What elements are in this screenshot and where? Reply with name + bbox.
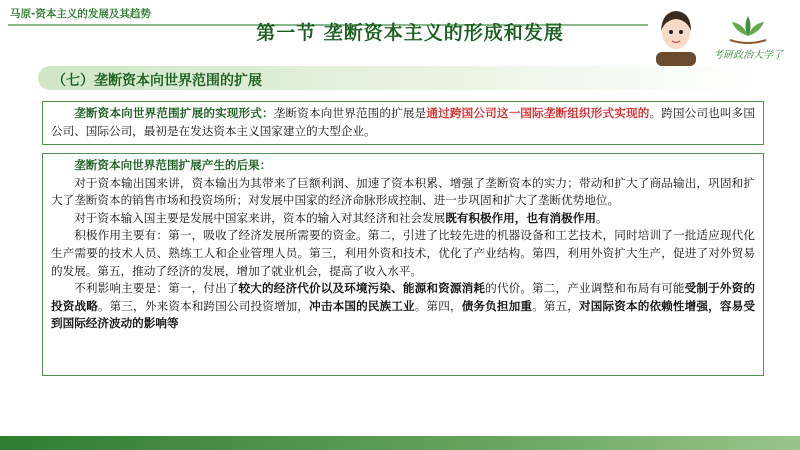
bold-text: 既有积极作用，也有消极作用 — [445, 210, 596, 225]
text-run: 。第四， — [414, 298, 462, 313]
brand-text: 考研政治大学了 — [713, 50, 783, 61]
text-run: 。第三，外来资本和跨国公司投资增加， — [97, 298, 310, 313]
lotus-icon — [700, 12, 796, 46]
paragraph-exporting-country: 对于资本输出国来讲，资本输出为其带来了巨额利润、加速了资本积累、增强了垄断资本的实力；带动和扩大了商品输出，巩固和扩大了垄断资本的销售市场和投资场所；对发展中国家的经济命脉形成控制、进一步巩固和扩大了垄断优势地位。 — [51, 175, 755, 208]
bold-text: 冲击本国的民族工业 — [309, 298, 415, 313]
bold-text: 较大的经济代价以及环境污染、能源和资源消耗 — [238, 281, 486, 296]
page-title: 第一节 垄断资本主义的形成和发展 — [256, 22, 564, 44]
consequences-lead-line — [51, 157, 755, 175]
footer-bar — [0, 436, 800, 450]
text-run: 垄断资本向世界范围的扩展是 — [273, 106, 427, 120]
section-title: （七）垄断资本向世界范围的扩展 — [52, 73, 262, 89]
text-run: 对于资本输入国主要是发展中国家来讲，资本的输入对其经济和社会发展 — [74, 210, 446, 225]
course-label: 马原-资本主义的发展及其趋势 — [10, 8, 151, 20]
realization-paragraph — [51, 105, 755, 140]
text-run: 不利影响主要是：第一，付出了 — [74, 281, 239, 296]
paragraph-importing-country — [51, 210, 755, 228]
realization-form-box — [42, 101, 764, 145]
text-run: 。 — [595, 210, 608, 225]
paragraph-negative-effects — [51, 280, 755, 333]
avatar-icon — [652, 4, 700, 66]
paragraph-positive-effects: 积极作用主要有：第一，吸收了经济发展所需要的资金。第二，引进了比较先进的机器设备和工艺技术，同时培训了一批适应现代化生产需要的技术人员、熟练工人和企业管理人员。第三，利用外资和技术，优化了产业结构。第四，利用外资扩大生产，促进了对外贸易的发展。第五，推动了经济的发展，增加了就业机会，提高了收入水平。 — [51, 228, 755, 278]
bold-text: 受制于外资的投资战略 — [51, 281, 755, 313]
highlight-red: 通过跨国公司这一国际垄断组织形式实现的 — [426, 106, 650, 120]
brand-logo — [700, 12, 796, 62]
consequences-lead: 垄断资本向世界范围扩展产生的后果： — [74, 158, 272, 172]
bold-text: 对国际资本的依赖性增强，容易受到国际经济波动的影响等 — [51, 298, 755, 331]
bold-text: 债务负担加重 — [461, 298, 533, 313]
consequences-box — [42, 153, 764, 376]
text-run: 。跨国公司也叫多国公司、国际公司，最初是在发达资本主义国家建立的大型企业。 — [51, 106, 755, 138]
realization-lead: 垄断资本向世界范围扩展的实现形式： — [74, 106, 274, 120]
text-run: 。第五， — [532, 298, 580, 313]
text-run: 的代价。第二，产业调整和布局有可能 — [485, 281, 685, 296]
